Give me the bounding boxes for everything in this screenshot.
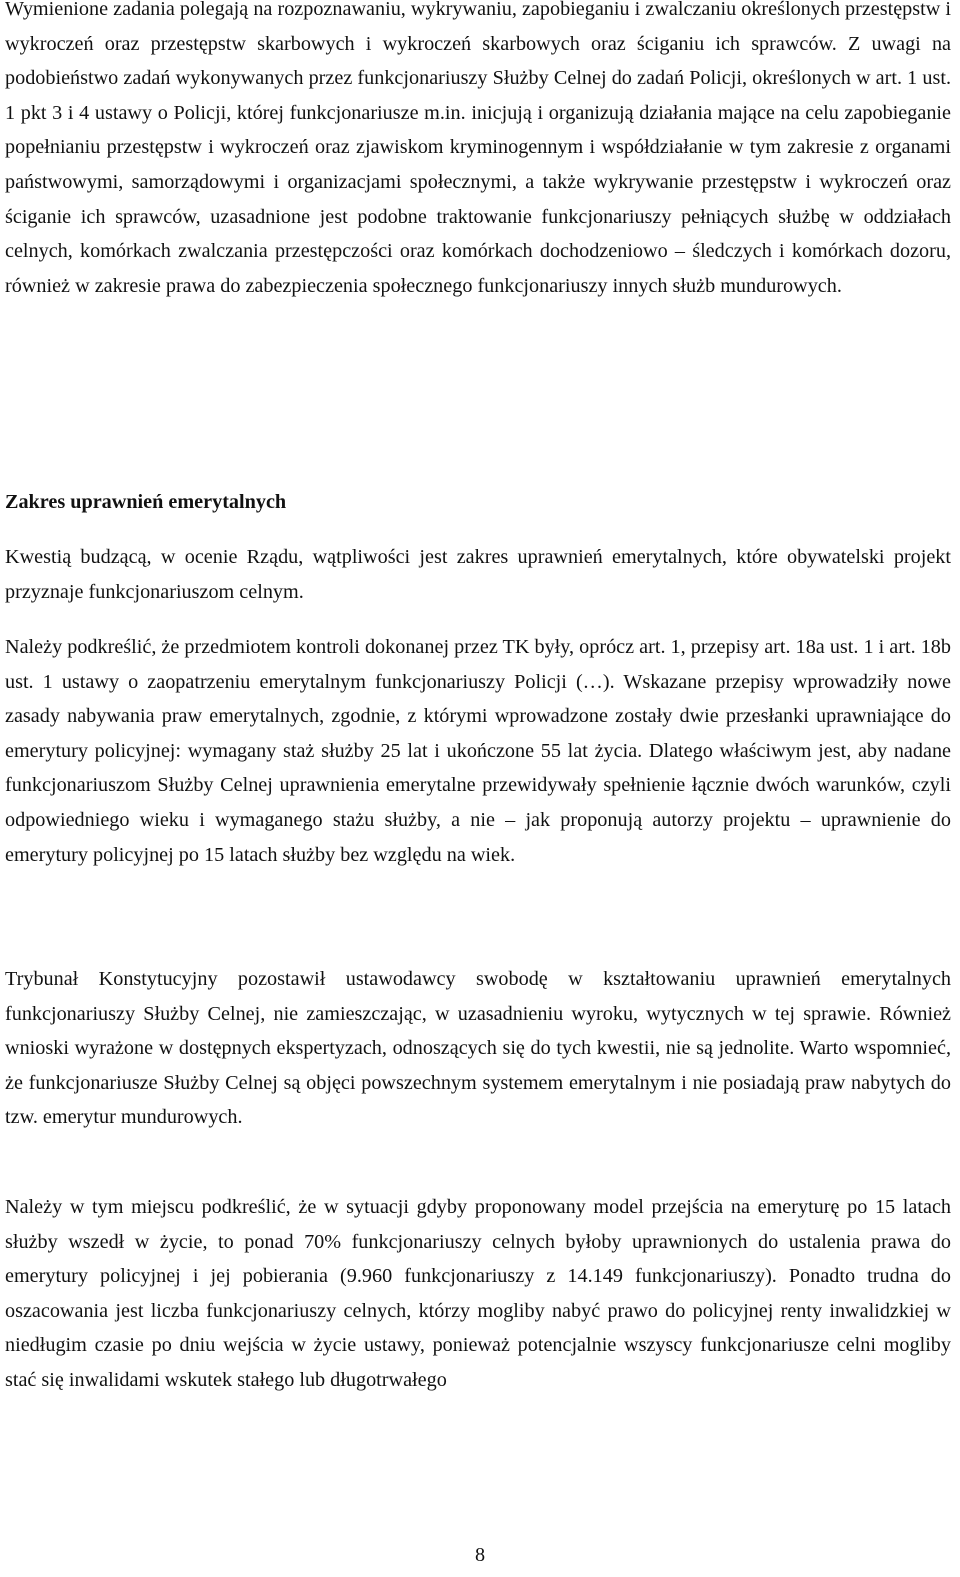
paragraph-4: Trybunał Konstytucyjny pozostawił ustawodawcy swobodę w kształtowaniu uprawnień emerytalnych funkcjonariuszy Służby Celnej, nie zamieszczając, w uzasadnieniu wyroku, wytycznych w tej sprawie. Również wnioski wyrażone w dostępnych ekspertyzach, odnoszących się do tych kwestii, nie są jednolite. Warto wspomnieć, że funkcjonariusze Służby Celnej są objęci powszechnym systemem emerytalnym i nie posiadają praw nabytych do tzw. emerytur mundurowych. — [5, 968, 951, 1129]
paragraph-2: Kwestią budzącą, w ocenie Rządu, wątpliwości jest zakres uprawnień emerytalnych, które obywatelski projekt przyznaje funkcjonariuszom celnym. — [5, 546, 951, 603]
section-heading: Zakres uprawnień emerytalnych — [5, 491, 287, 513]
paragraph-3: Należy podkreślić, że przedmiotem kontroli dokonanej przez TK były, oprócz art. 1, przepisy art. 18a ust. 1 i art. 18b ust. 1 ustawy o zaopatrzeniu emerytalnym funkcjonariuszy Policji (…). Wskazane przepisy wprowadziły nowe zasady nabywania praw emerytalnych, zgodnie, z którymi wprowadzone zostały dwie przesłanki uprawniające do emerytury policyjnej: wymagany staż służby 25 lat i ukończone 55 lat życia. Dlatego właściwym jest, aby nadane funkcjonariuszom Służby Celnej uprawnienia emerytalne przewidywały spełnienie łącznie dwóch warunków, czyli odpowiedniego wieku i wymaganego stażu służby, a nie – jak proponują autorzy projektu – uprawnienie do emerytury policyjnej po 15 latach służby bez względu na wiek. — [5, 636, 951, 866]
paragraph-1: Wymienione zadania polegają na rozpoznawaniu, wykrywaniu, zapobieganiu i zwalczaniu określonych przestępstw i wykroczeń oraz przestępstw skarbowych i wykroczeń skarbowych oraz ściganiu ich sprawców. Z uwagi na podobieństwo zadań wykonywanych przez funkcjonariuszy Służby Celnej do zadań Policji, określonych w art. 1 ust. 1 pkt 3 i 4 ustawy o Policji, której funkcjonariusze m.in. inicjują i organizują działania mające na celu zapobieganie popełnianiu przestępstw i wykroczeń oraz zjawiskom kryminogennym i współdziałanie w tym zakresie z organami państwowymi, samorządowymi i organizacjami społecznymi, a także wykrywanie przestępstw i wykroczeń oraz ściganie ich sprawców, uzasadnione jest podobne traktowanie funkcjonariuszy pełniących służbę w oddziałach celnych, komórkach zwalczania przestępczości oraz komórkach dochodzeniowo – śledczych i komórkach dozoru, również w zakresie prawa do zabezpieczenia społecznego funkcjonariuszy innych służb mundurowych. — [5, 0, 951, 297]
page-number: 8 — [474, 1544, 486, 1566]
paragraph-5: Należy w tym miejscu podkreślić, że w sytuacji gdyby proponowany model przejścia na emeryturę po 15 latach służby wszedł w życie, to ponad 70% funkcjonariuszy celnych byłoby uprawnionych do ustalenia prawa do emerytury policyjnej i jej pobierania (9.960 funkcjonariuszy z 14.149 funkcjonariuszy). Ponadto trudna do oszacowania jest liczba funkcjonariuszy celnych, którzy mogliby nabyć prawo do policyjnej renty inwalidzkiej w niedługim czasie po dniu wejścia w życie ustawy, ponieważ potencjalnie wszyscy funkcjonariusze celni mogliby stać się inwalidami wskutek stałego lub długotrwałego — [5, 1196, 951, 1391]
